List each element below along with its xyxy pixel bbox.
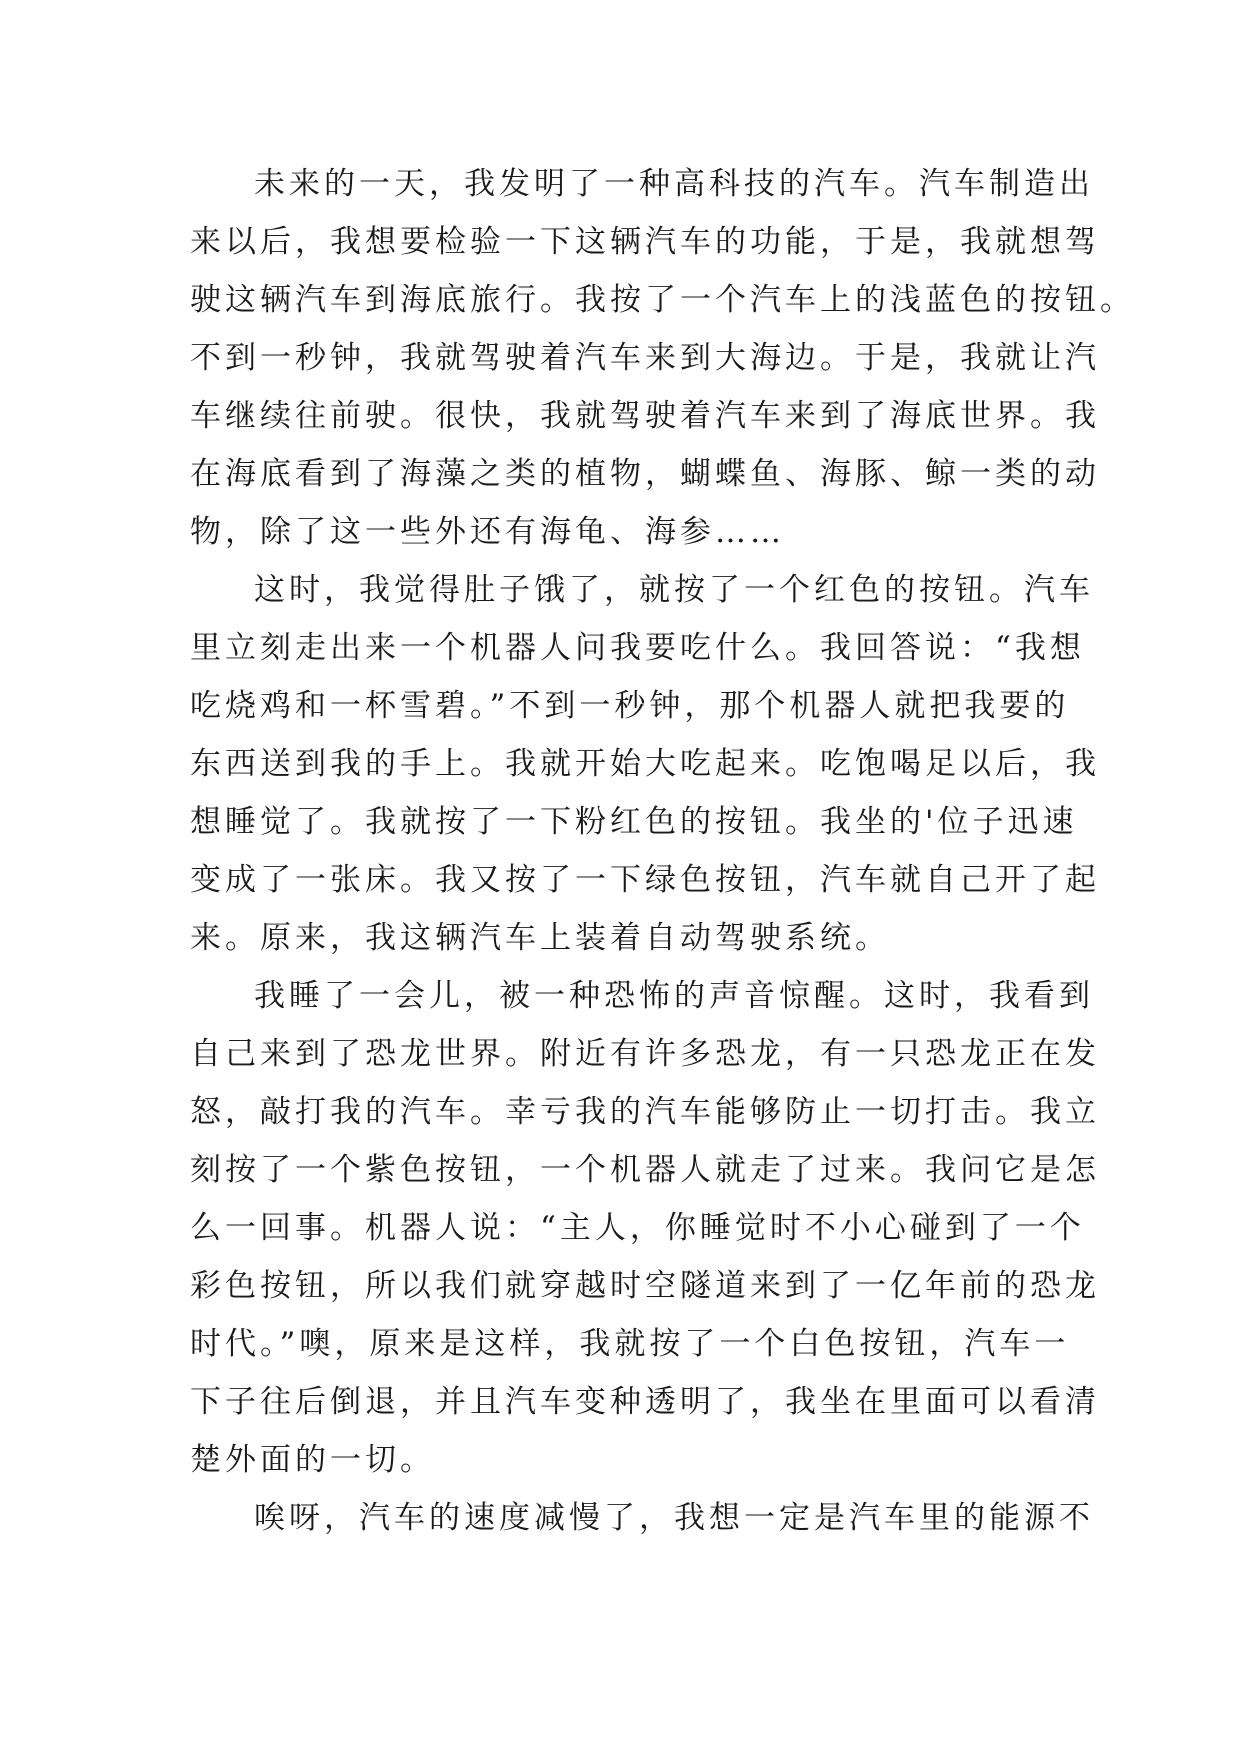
paragraph-4 — [190, 1489, 1094, 1547]
text-line: 么一回事。机器人说：“主人，你睡觉时不小心碰到了一个 — [190, 1210, 1085, 1246]
text-line: 下子往后倒退，并且汽车变种透明了，我坐在里面可以看清 — [190, 1384, 1100, 1420]
text-line: 唉呀，汽车的速度减慢了，我想一定是汽车里的能源不 — [254, 1500, 1094, 1536]
text-line: 刻按了一个紫色按钮，一个机器人就走了过来。我问它是怎 — [190, 1152, 1100, 1188]
paragraph-3 — [190, 967, 1100, 1489]
document-body — [190, 155, 1135, 1547]
text-line: 在海底看到了海藻之类的植物，蝴蝶鱼、海豚、鲸一类的动 — [190, 456, 1100, 492]
paragraph-1 — [190, 155, 1135, 561]
text-line: 怒，敲打我的汽车。幸亏我的汽车能够防止一切打击。我立 — [190, 1094, 1100, 1130]
text-line: 来。原来，我这辆汽车上装着自动驾驶系统。 — [190, 920, 890, 956]
text-line: 来以后，我想要检验一下这辆汽车的功能，于是，我就想驾 — [190, 224, 1100, 260]
text-line: 里立刻走出来一个机器人问我要吃什么。我回答说：“我想 — [190, 630, 1085, 666]
text-line: 楚外面的一切。 — [190, 1442, 435, 1478]
text-line: 彩色按钮，所以我们就穿越时空隧道来到了一亿年前的恐龙 — [190, 1268, 1100, 1304]
text-line: 车继续往前驶。很快，我就驾驶着汽车来到了海底世界。我 — [190, 398, 1100, 434]
paragraph-2 — [190, 561, 1100, 967]
text-line: 自己来到了恐龙世界。附近有许多恐龙，有一只恐龙正在发 — [190, 1036, 1100, 1072]
text-line: 时代。”噢，原来是这样，我就按了一个白色按钮，汽车一 — [190, 1326, 1070, 1362]
text-line: 东西送到我的手上。我就开始大吃起来。吃饱喝足以后，我 — [190, 746, 1100, 782]
text-line: 想睡觉了。我就按了一下粉红色的按钮。我坐的'位子迅速 — [190, 804, 1078, 840]
text-line: 物，除了这一些外还有海龟、海参…… — [190, 514, 785, 550]
text-line: 变成了一张床。我又按了一下绿色按钮，汽车就自己开了起 — [190, 862, 1100, 898]
text-line: 吃烧鸡和一杯雪碧。”不到一秒钟，那个机器人就把我要的 — [190, 688, 1070, 724]
text-line: 这时，我觉得肚子饿了，就按了一个红色的按钮。汽车 — [254, 572, 1094, 608]
text-line: 驶这辆汽车到海底旅行。我按了一个汽车上的浅蓝色的按钮。 — [190, 282, 1135, 318]
text-line: 不到一秒钟，我就驾驶着汽车来到大海边。于是，我就让汽 — [190, 340, 1100, 376]
text-line: 未来的一天，我发明了一种高科技的汽车。汽车制造出 — [254, 166, 1094, 202]
text-line: 我睡了一会儿，被一种恐怖的声音惊醒。这时，我看到 — [254, 978, 1094, 1014]
